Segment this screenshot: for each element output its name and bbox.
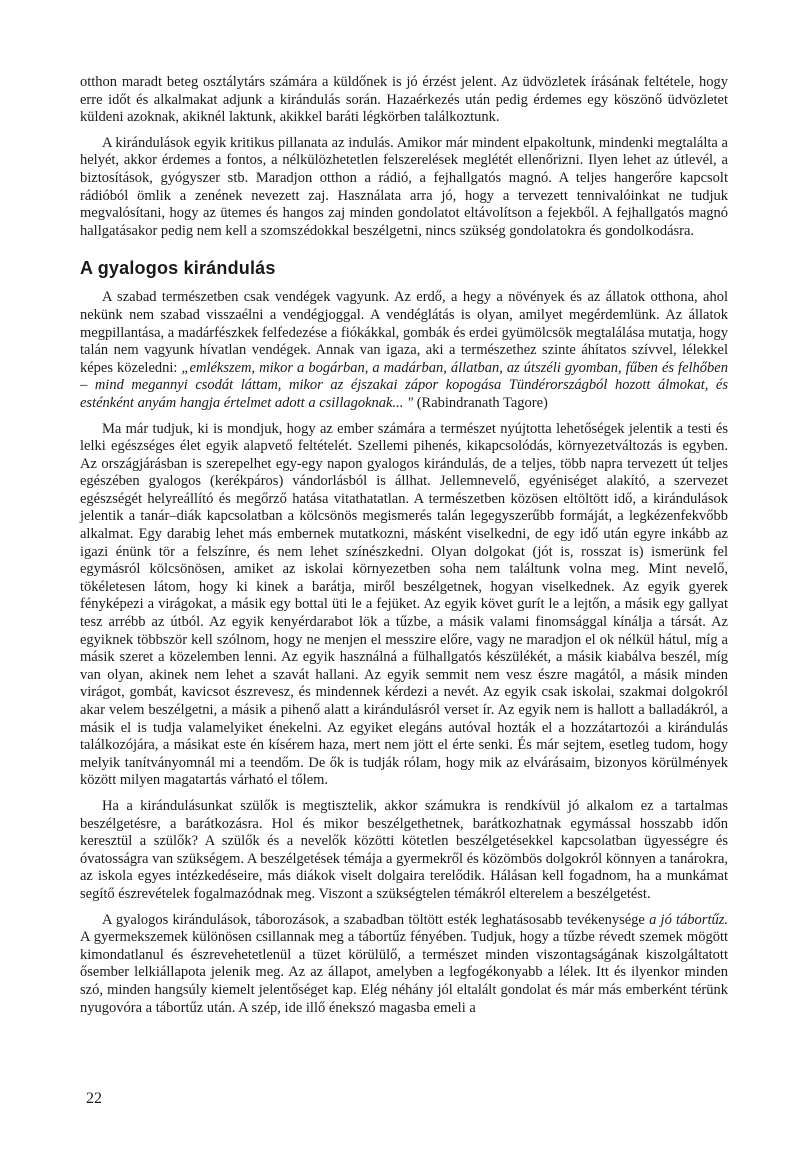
campfire-paragraph: [80, 912, 728, 1018]
tagore-paragraph-intro: A szabad természetben csak vendégek vagyunk. Az erdő, a hegy a növények és az állatok otthona, ahol nekünk nem szabad visszaélni a vendégjoggal. A vendéglátás is olyan, amilyet megérdemlünk. Az állatok megpillantása, a madárfészkek felfedezése a fiókákkal, gombák és erdei gyümölcsök megtalálása mutatja, hogy talán nem vagyunk hívatlan vendégek. Annak van igaza, aki a természethez szinte áhítatos szívvel, lélekkel képes közeledni:: [80, 289, 728, 376]
section-heading: A gyalogos kirándulás: [80, 258, 276, 279]
tagore-attribution: (Rabindranath Tagore): [413, 394, 548, 411]
tagore-quote: „emlékszem, mikor a bogárban, a madárban, állatban, az útszéli gyomban, fűben és felhőben – mind megannyi csodát láttam, mikor az éjszakai zápor kopogása Tündérországból hozott álmokat, és esténként anyám hangja értelmet adott a csillagoknak... ": [80, 359, 728, 411]
campfire-emphasis: a jó tábortűz.: [649, 911, 729, 928]
intro-paragraph-1: otthon maradt beteg osztálytárs számára a küldőnek is jó érzést jelent. Az üdvözletek írásának feltétele, hogy erre időt és alkalmakat adjunk a kirándulás során. Hazaérkezés után pedig érdemes egy köszönő üdvözletet küldeni azoknak, akiknél laktunk, akikkel baráti légkörben találkoztunk.: [80, 74, 728, 126]
campfire-paragraph-intro: A gyalogos kirándulások, táborozások, a szabadban töltött esték leghatásosabb tevékenysége: [102, 911, 650, 928]
page-number: 22: [86, 1090, 102, 1107]
intro-paragraph-2: A kirándulások egyik kritikus pillanata az indulás. Amikor már mindent elpakoltunk, mindenki megtalálta a helyét, akkor érdemes a fontos, a nélkülözhetetlen felszerelések meglétét ellenőrizni. Ilyen lehet az útlevél, a biztosítások, gyógyszer stb. Maradjon otthon a rádió, a fejhallgatós magnó. A teljes hangerőre kapcsolt rádióból ömlik a zenének nevezett zaj. Használata arra jó, hogy a tervezett tennivalóinkat ne tudjuk megvalósítani, hogy az ütemes és hangos zaj minden gondolatot eltávolítson a fejekből. A fejhallgatós magnó hallgatásakor pedig nem kell a szomszédokkal beszélgetni, nincs szükség gondolatokra és gondolkodásra.: [80, 134, 728, 239]
main-paragraph-1: Ma már tudjuk, ki is mondjuk, hogy az ember számára a természet nyújtotta lehetőségek jelentik a testi és lelki egészséges élet egyik alapvető feltételét. Szellemi pihenés, kikapcsolódás, környezetváltozás is egyben. Az országjárásban is szerepelhet egy-egy napon gyalogos kirándulás, de a teljes, több napra tervezett út teljes egészében gyalogos (kerékpáros) vándorlásból is állhat. Jellemnevelő, egyéniséget alakító, a szervezet egészségét helyreállító és megőrző hatása vitathatatlan. A természetben közösen eltöltött idő, a kirándulások jelentik a tanár–diák kapcsolatban a kölcsönös megismerés talán legegyszerűbb formáját, a legkézenfekvőbb alkalmat. Egy darabig lehet más embernek mutatkozni, másként viselkedni, de egy idő után egyre inkább az igazi énünk tör a felszínre, és nem lehet színészkedni. Olyan dolgokat (jót is, rosszat is) ismerünk fel egymásról kölcsönösen, amiket az iskolai környezetben soha nem találtunk volna meg. Mint nevelő, tökéletesen látom, hogy ki kinek a barátja, miről beszélgetnek, hogyan viselkednek. Az egyik gyerek fényképezi a virágokat, a másik egy bottal üti le a fejüket. Az egyik követ gurít le a lejtőn, a másik egy gallyat tesz arrébb az útból. Az egyik kenyérdarabot lök a tűzbe, a másik valami finomsággal kínálja a társát. Az egyiknek többször kell szólnom, hogy ne menjen el messzire előre, vagy ne maradjon el ok nélkül hátul, míg a másik szeret a közelemben lenni. Az egyik használná a fülhallgatós készülékét, a másik kiabálva beszél, míg van olyan, akinek nem lehet a szavát hallani. Az egyik semmit nem vesz észre magától, a másik minden virágot, gombát, kavicsot észrevesz, és mindennek kérdezi a nevét. Az egyik csak iskolai, szakmai dolgokról akar velem beszélgetni, a másik a pihenő alatt a kirándulásról verset ír. Az egyik nem is hallott a balladákról, a másik el is tudja valamelyiket énekelni. Az egyiket elegáns autóval hozták el a hozzátartozói a kirándulás találkozójára, a másikat este én kísérem haza, mert nem jött el érte senki. És már sejtem, esetleg tudom, hogy melyik tanítványomnál mi a teendőm. De ők is tudják rólam, hogy mik az elvárásaim, bizonyos körülmények között milyen magatartás várható el tőlem.: [80, 420, 728, 789]
main-paragraph-2: Ha a kirándulásunkat szülők is megtisztelik, akkor számukra is rendkívül jó alkalom ez a tartalmas beszélgetésre, a barátkozásra. Hol és mikor beszélgethetnek, barátkozhatnak egymással hosszabb időn keresztül a szülők? A szülők és a nevelők közötti kötetlen beszélgetésekkel kapcsolatban ügyességre és óvatosságra van szükségem. A beszélgetések témája a gyermekről és közömbös dolgokról könnyen a tanárokra, az iskola egyes intézkedéseire, más diákok viselt dolgaira terelődik. Hálásan kell fogadnom, ha a munkámat segítő észrevételek fogalmazódnak meg. Viszont a szükségtelen témákról elterelem a beszélgetést.: [80, 797, 728, 902]
page-body: [80, 74, 728, 1017]
tagore-paragraph: [80, 289, 728, 412]
campfire-paragraph-rest: A gyermekszemek különösen csillannak meg a tábortűz fényében. Tudjuk, hogy a tűzbe révedt szemek mögött kimondatlanul és észrevehetetlenül a tüzet körülülő, a természet minden viszontagságának kiszolgáltatott ősember lelkiállapota jelenik meg. Az az állapot, amelyben a legfogékonyabb a lélek. Itt és ilyenkor minden szó, minden hangsúly kiemelt jelentőséget kap. Elég néhány jól eltalált gondolat és már más emberként térünk nyugovóra a tábortűz után. A szép, ide illő énekszó magasba emeli a: [80, 929, 728, 1016]
